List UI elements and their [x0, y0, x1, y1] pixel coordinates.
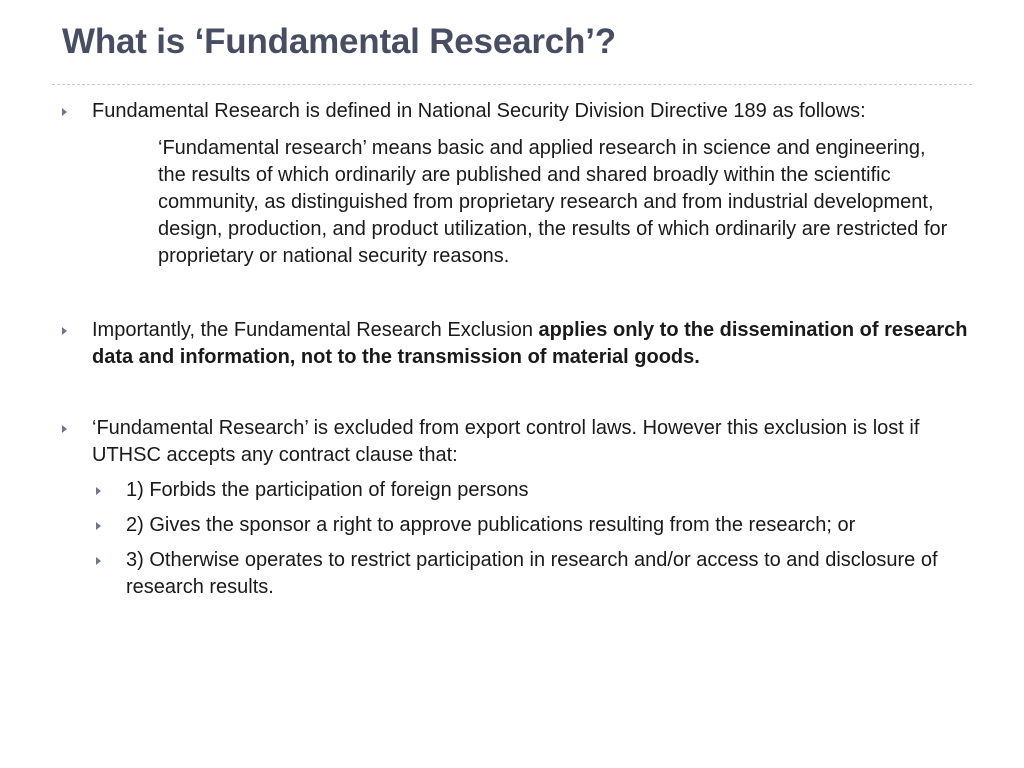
sub-bullet-arrow-icon	[96, 557, 101, 565]
sub-bullet-arrow-icon	[96, 522, 101, 530]
bullet-text: ‘Fundamental Research’ is excluded from export control laws. However this exclusion is lost if UTHSC accepts any contract clause that:	[92, 417, 920, 466]
bullet-nsdd-definition	[0, 98, 1024, 125]
bullet-arrow-icon	[62, 108, 67, 116]
slide-body	[0, 98, 1024, 601]
sub-bullet-text: 1) Forbids the participation of foreign persons	[126, 479, 529, 501]
bullet-arrow-icon	[62, 425, 67, 433]
bullet-emphasis-text: applies only to the dissemination of research data and information, not to the transmission of material goods.	[92, 319, 968, 368]
title-divider	[52, 84, 972, 85]
bullet-text: Fundamental Research is defined in National Security Division Directive 189 as follows:	[92, 100, 866, 122]
bullet-text: Importantly, the Fundamental Research Exclusion	[92, 319, 539, 341]
sub-bullet-text: 3) Otherwise operates to restrict participation in research and/or access to and disclosure of research results.	[126, 549, 938, 598]
sub-bullet-sponsor-approval	[0, 512, 1024, 539]
sub-bullet-arrow-icon	[96, 487, 101, 495]
slide-title: What is ‘Fundamental Research’?	[62, 22, 616, 61]
sub-bullet-restrict-participation	[0, 547, 1024, 601]
bullet-arrow-icon	[62, 327, 67, 335]
sub-bullet-foreign-persons	[0, 477, 1024, 504]
sub-bullet-text: 2) Gives the sponsor a right to approve publications resulting from the research; or	[126, 514, 856, 536]
bullet-exclusion-scope	[0, 317, 1024, 371]
definition-quote: ‘Fundamental research’ means basic and applied research in science and engineering, the results of which ordinarily are published and shared broadly within the scientific community, as distinguished from proprietary research and from industrial development, design, production, and product utilization, the results of which ordinarily are restricted for proprietary or national security reasons.	[158, 137, 948, 267]
bullet-export-control	[0, 415, 1024, 469]
